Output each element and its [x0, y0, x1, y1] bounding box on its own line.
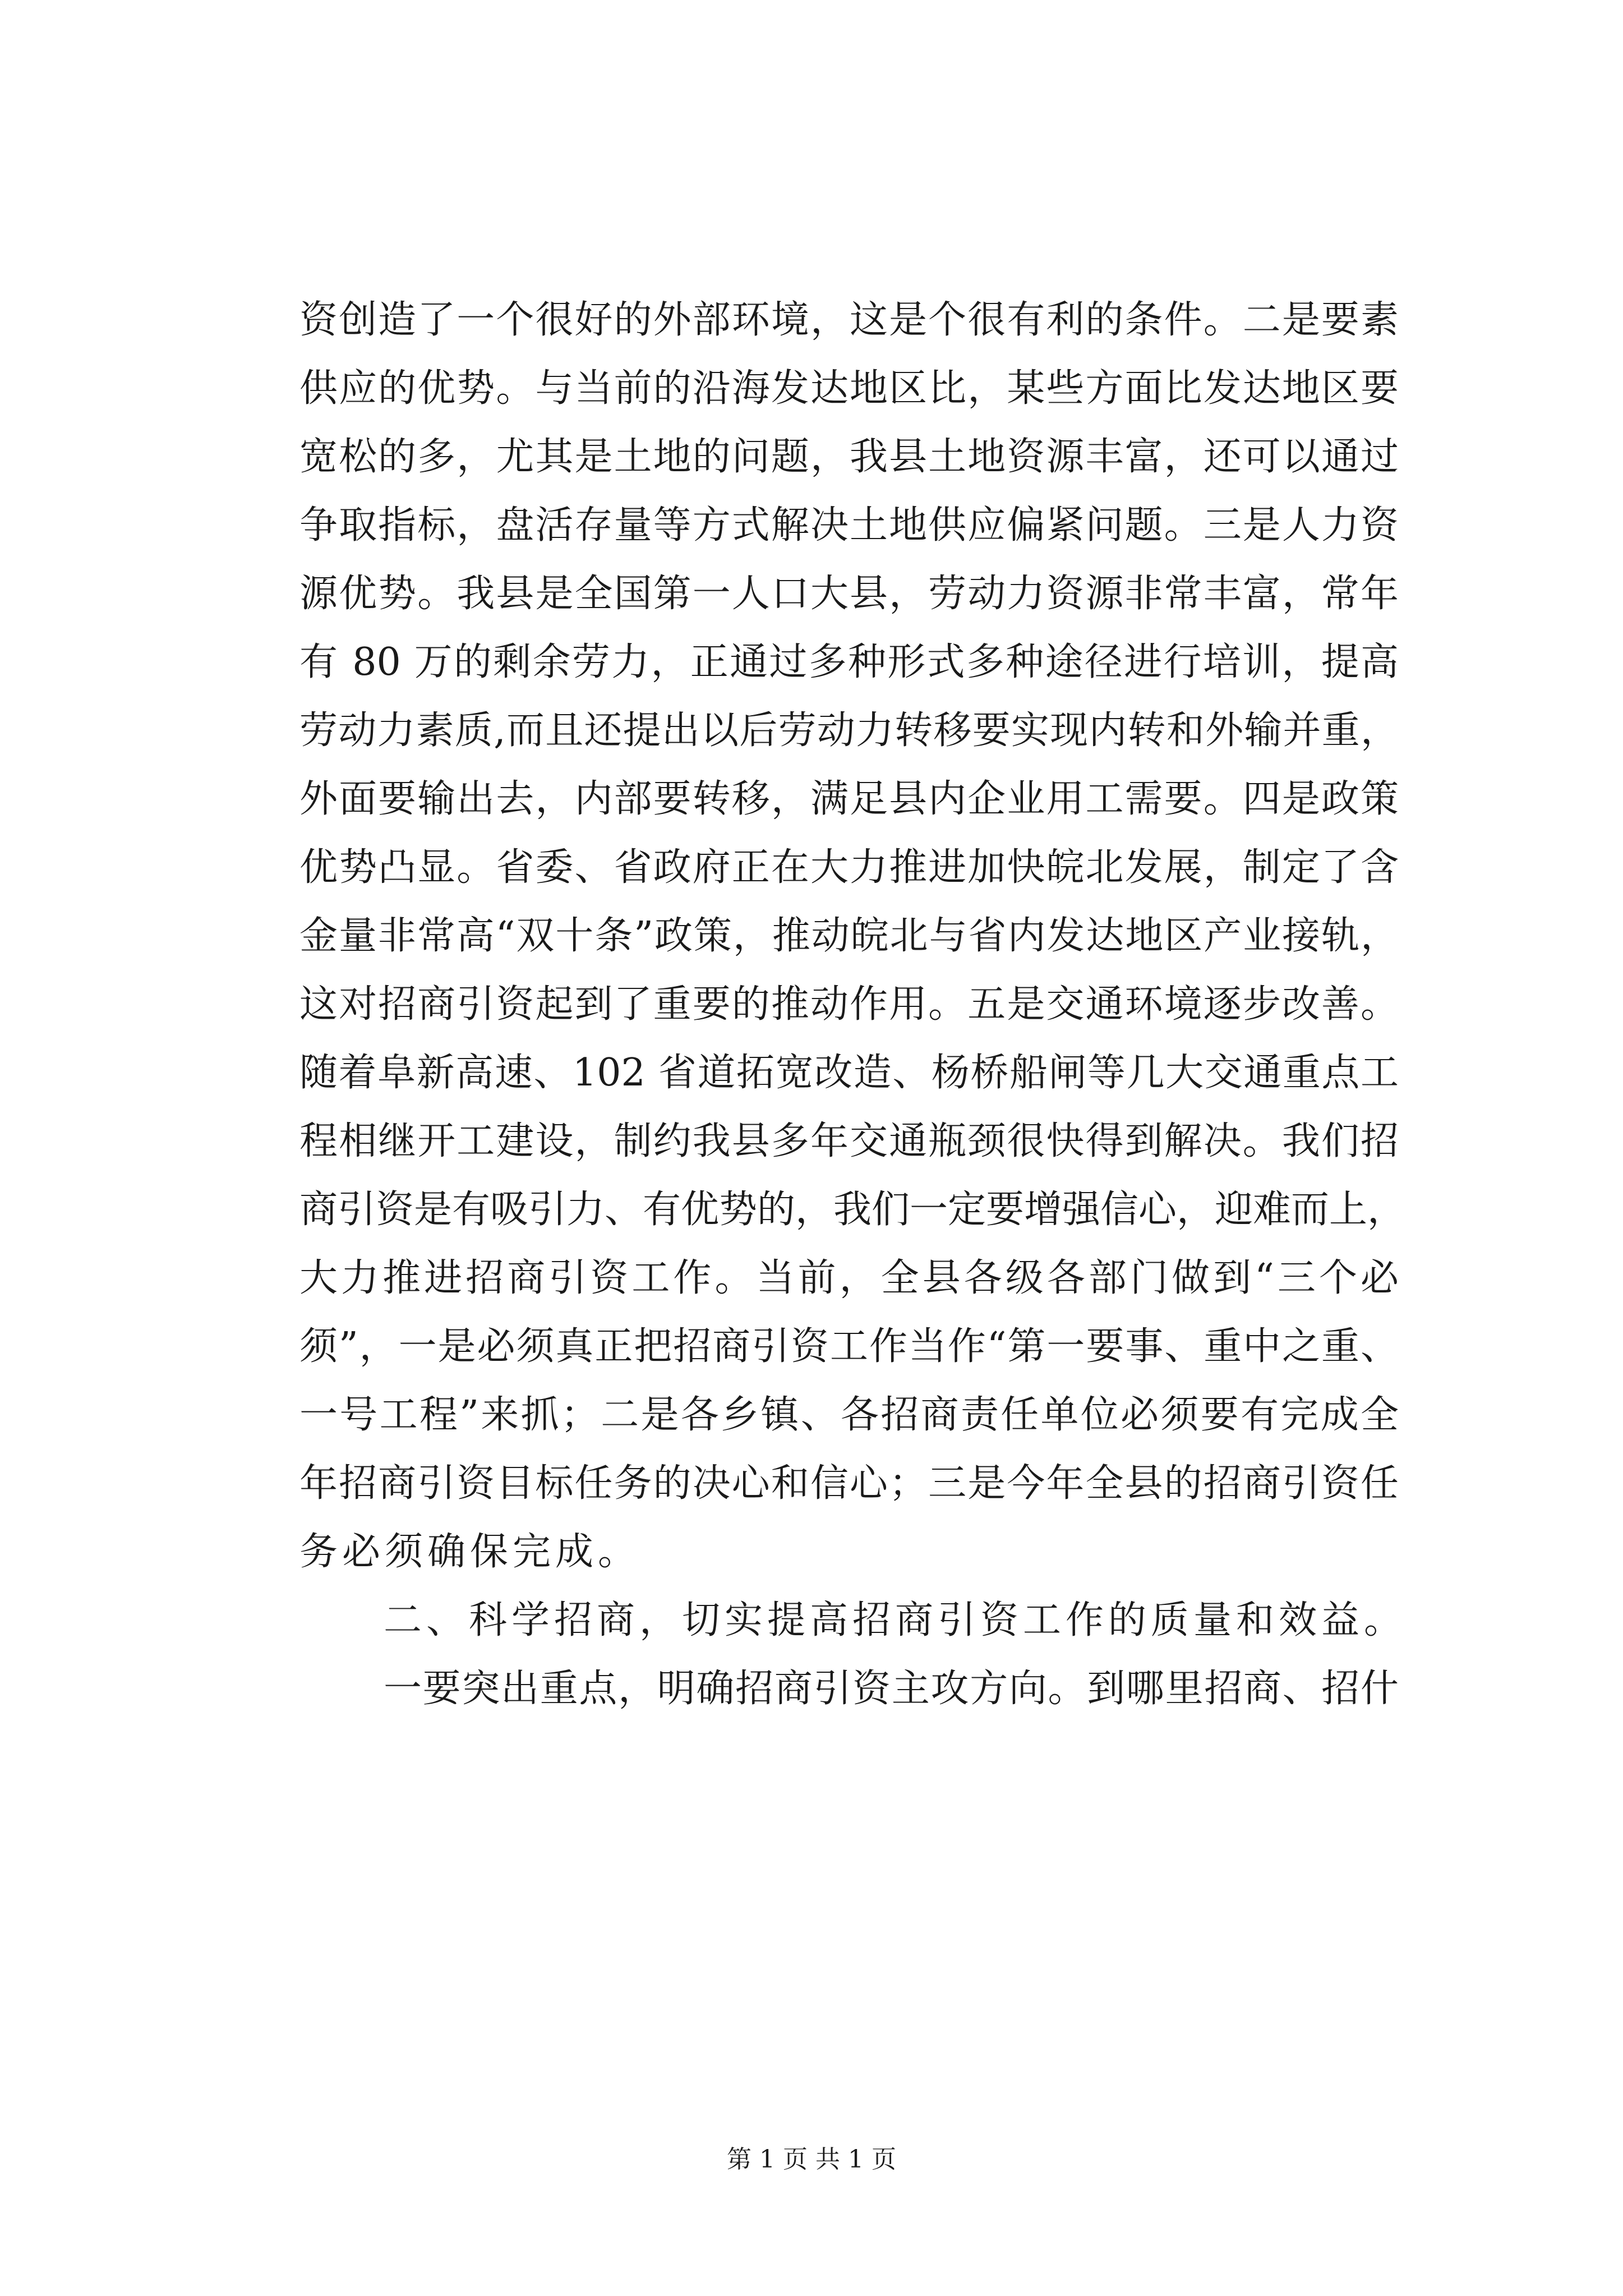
section-heading: 二、科学招商，切实提高招商引资工作的质量和效益。 — [384, 1598, 1407, 1642]
text-line: 外面要输出去，内部要转移，满足县内企业用工需要。四是政策 — [299, 777, 1399, 821]
text-line: 务必须确保完成。 — [299, 1530, 641, 1574]
text-line: 宽松的多，尤其是土地的问题，我县土地资源丰富，还可以通过 — [299, 435, 1399, 479]
text-line: 有 80 万的剩余劳力，正通过多种形式多种途径进行培训，提高 — [299, 640, 1399, 684]
text-line: 一要突出重点，明确招商引资主攻方向。到哪里招商、招什 — [384, 1667, 1399, 1711]
text-line: 源优势。我县是全国第一人口大县，劳动力资源非常丰富，常年 — [299, 572, 1399, 616]
text-line: 年招商引资目标任务的决心和信心；三是今年全县的招商引资任 — [299, 1461, 1399, 1506]
text-line: 随着阜新高速、102 省道拓宽改造、杨桥船闸等几大交通重点工 — [299, 1051, 1399, 1095]
text-line: 一号工程”来抓；二是各乡镇、各招商责任单位必须要有完成全 — [299, 1393, 1399, 1437]
page-number-footer: 第 1 页 共 1 页 — [727, 2145, 896, 2174]
text-line: 商引资是有吸引力、有优势的，我们一定要增强信心，迎难而上， — [299, 1188, 1406, 1232]
text-line: 劳动力素质,而且还提出以后劳动力转移要实现内转和外输并重， — [299, 708, 1399, 753]
text-line: 争取指标，盘活存量等方式解决土地供应偏紧问题。三是人力资 — [299, 503, 1399, 547]
text-line: 大力推进招商引资工作。当前，全县各级各部门做到“三个必 — [299, 1256, 1399, 1300]
text-line: 金量非常高“双十条”政策，推动皖北与省内发达地区产业接轨， — [299, 914, 1399, 958]
text-line: 须”，一是必须真正把招商引资工作当作“第一要事、重中之重、 — [299, 1324, 1399, 1369]
text-line: 优势凸显。省委、省政府正在大力推进加快皖北发展，制定了含 — [299, 845, 1399, 890]
text-line: 供应的优势。与当前的沿海发达地区比，某些方面比发达地区要 — [299, 366, 1399, 411]
text-line: 这对招商引资起到了重要的推动作用。五是交通环境逐步改善。 — [299, 982, 1399, 1027]
text-line: 资创造了一个很好的外部环境，这是个很有利的条件。二是要素 — [299, 298, 1399, 342]
text-line: 程相继开工建设，制约我县多年交通瓶颈很快得到解决。我们招 — [299, 1119, 1399, 1163]
